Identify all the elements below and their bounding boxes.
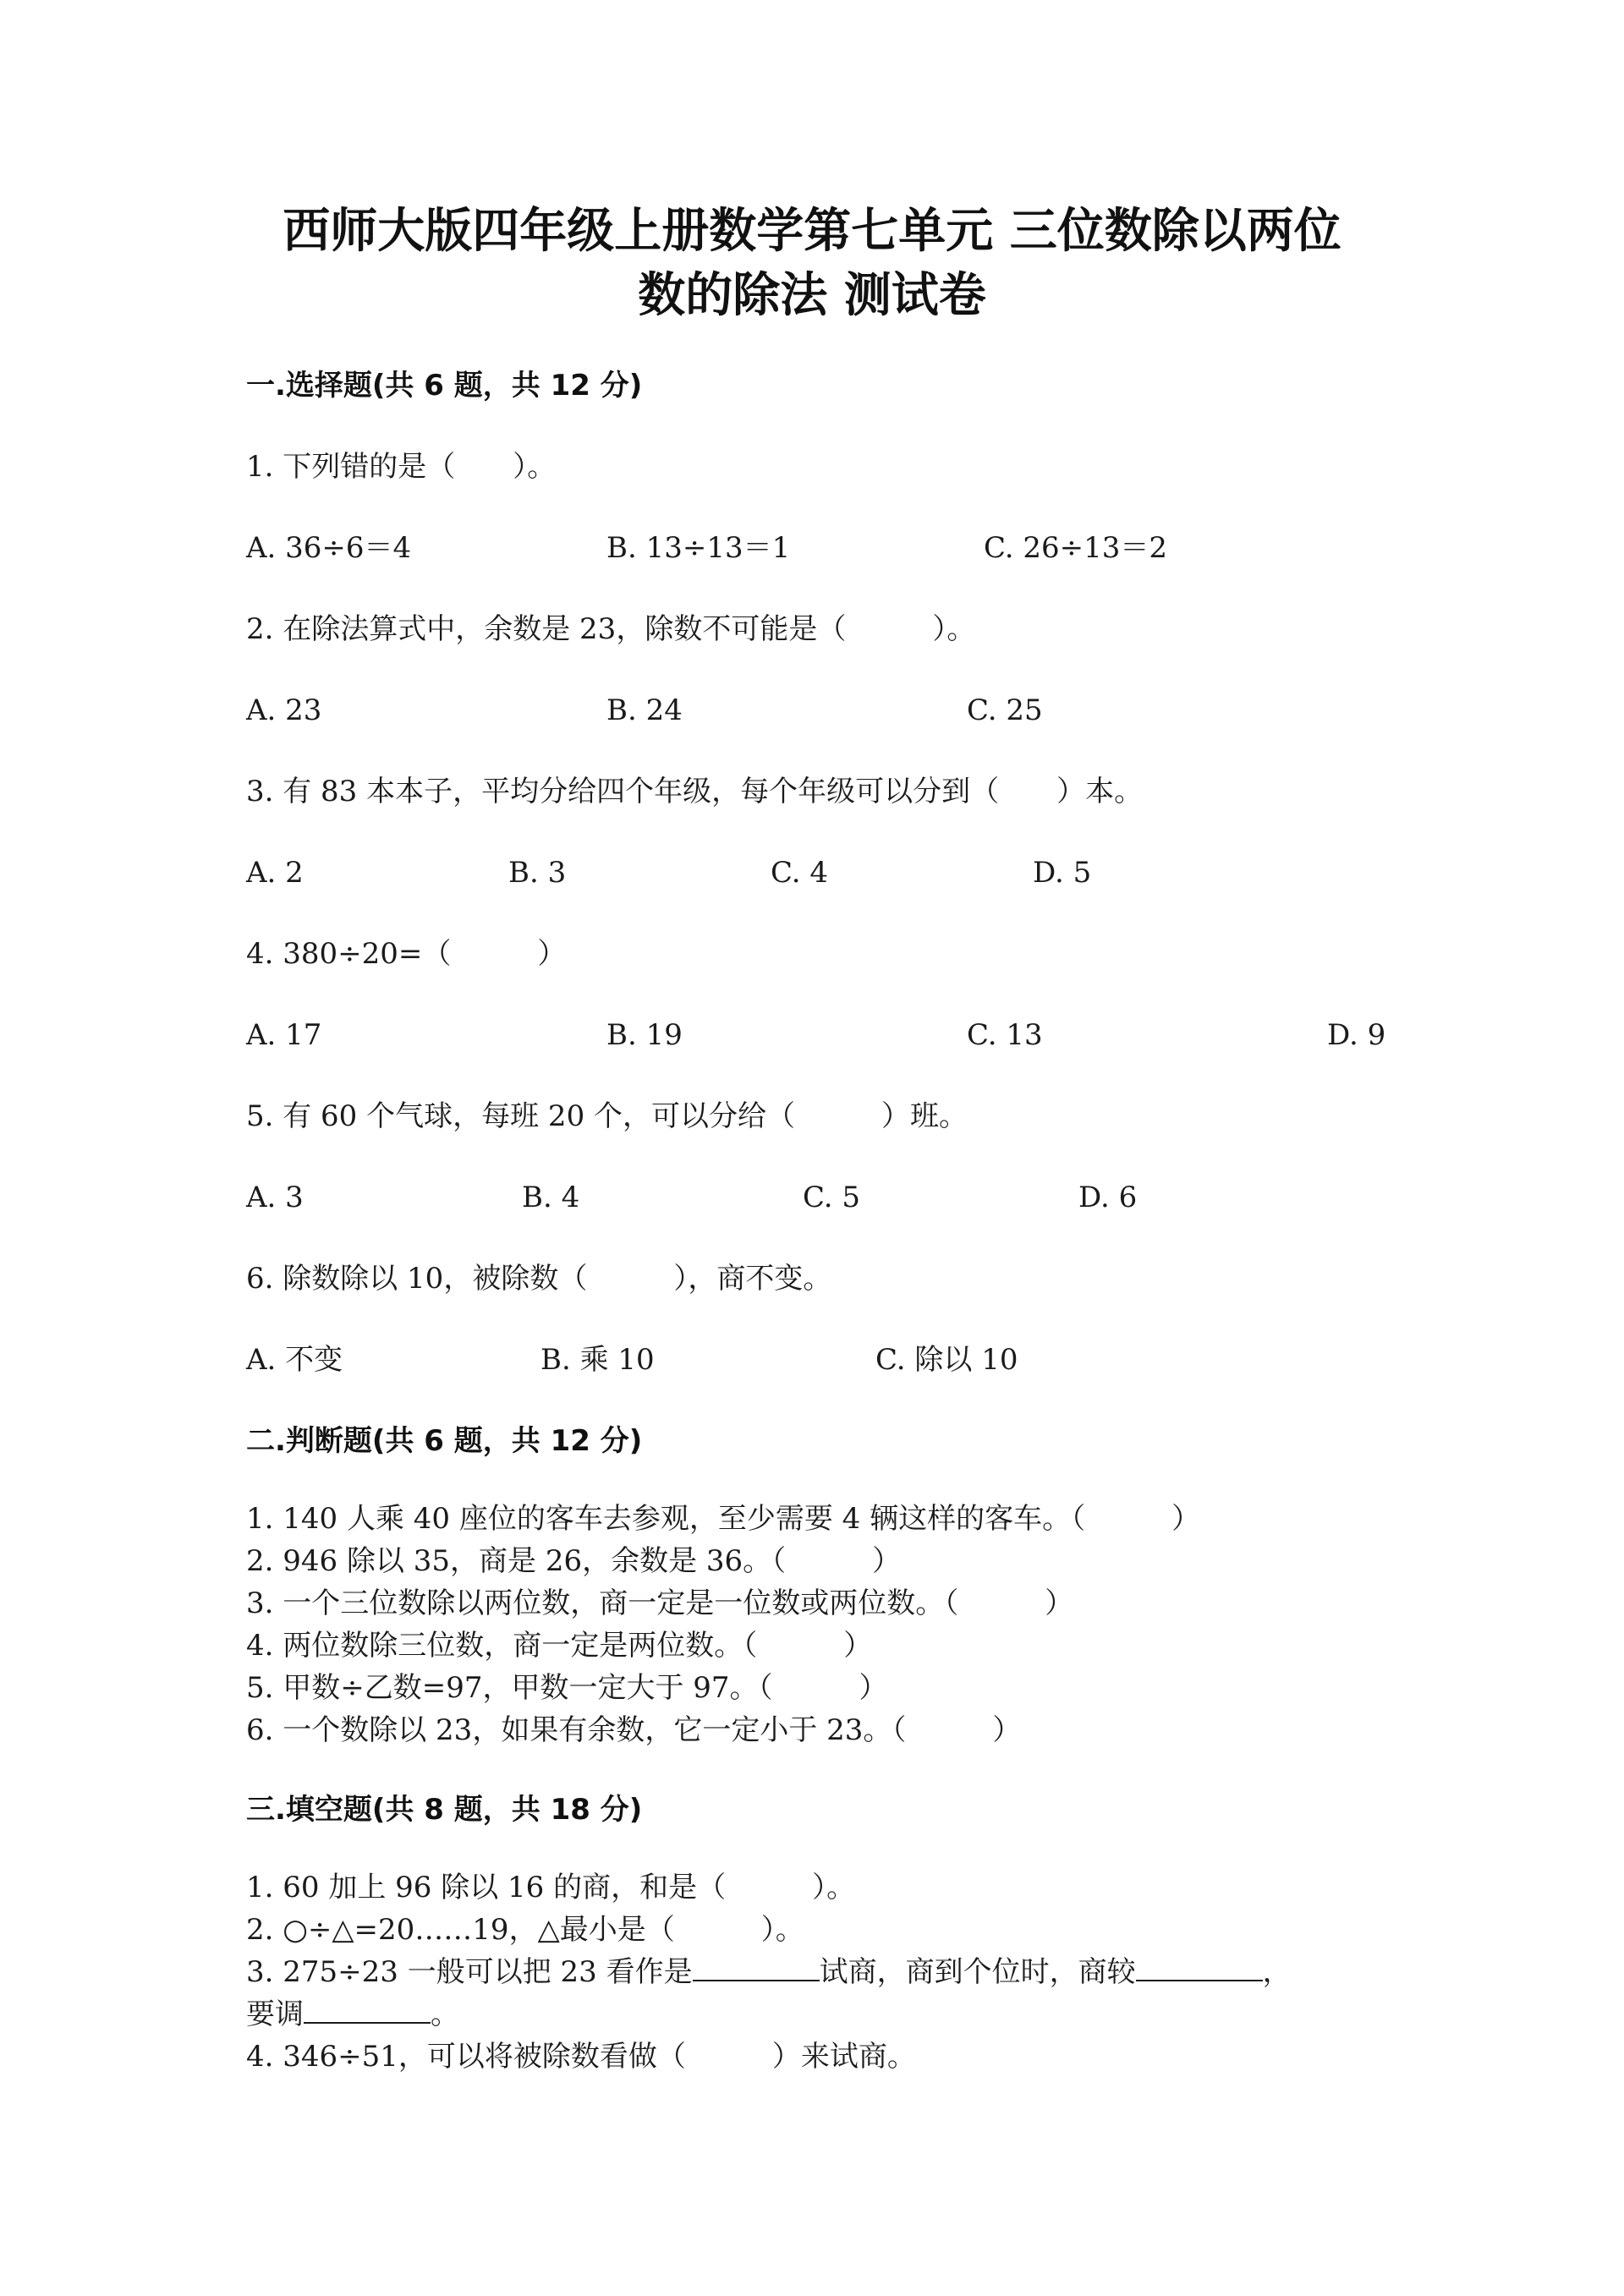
q4-option-d: D. 9 (1327, 1018, 1386, 1052)
question-1: 1. 下列错的是（ ）。 (246, 450, 557, 484)
fill-item-3-text-d: 要调 (246, 1997, 304, 2031)
answer-blank (1136, 1954, 1263, 1981)
answer-blank (304, 1997, 431, 2024)
q5-option-d: D. 6 (1078, 1181, 1138, 1214)
q2-option-a: A. 23 (246, 693, 322, 727)
fill-item-3-text-e: 。 (431, 1997, 459, 2031)
q5-option-a: A. 3 (246, 1181, 304, 1214)
page-title-line-1: 西师大版四年级上册数学第七单元 三位数除以两位 (283, 204, 1341, 259)
judgement-item-3: 3. 一个三位数除以两位数，商一定是一位数或两位数。（ ） (246, 1586, 1074, 1620)
section-heading-fill-in: 三.填空题(共 8 题，共 18 分) (246, 1793, 643, 1827)
q3-option-a: A. 2 (246, 856, 304, 890)
q4-option-a: A. 17 (246, 1018, 322, 1052)
section-heading-judgement: 二.判断题(共 6 题，共 12 分) (246, 1424, 643, 1458)
question-5: 5. 有 60 个气球，每班 20 个，可以分给（ ）班。 (246, 1099, 968, 1133)
judgement-item-1: 1. 140 人乘 40 座位的客车去参观，至少需要 4 辆这样的客车。（ ） (246, 1502, 1201, 1536)
fill-item-3-text-b: 试商，商到个位时，商较 (819, 1955, 1136, 1989)
fill-item-3-text-a: 3. 275÷23 一般可以把 23 看作是 (246, 1955, 693, 1989)
q1-option-c: C. 26÷13＝2 (984, 531, 1168, 565)
q6-option-c: C. 除以 10 (875, 1343, 1018, 1377)
q3-option-d: D. 5 (1033, 856, 1092, 890)
judgement-item-4: 4. 两位数除三位数，商一定是两位数。（ ） (246, 1629, 873, 1663)
q1-option-a: A. 36÷6＝4 (246, 531, 412, 565)
fill-item-1: 1. 60 加上 96 除以 16 的商，和是（ ）。 (246, 1871, 856, 1904)
fill-item-4: 4. 346÷51，可以将被除数看做（ ）来试商。 (246, 2040, 916, 2074)
question-3: 3. 有 83 本本子，平均分给四个年级，每个年级可以分到（ ）本。 (246, 775, 1144, 808)
q6-option-b: B. 乘 10 (540, 1343, 655, 1377)
judgement-item-5: 5. 甲数÷乙数=97，甲数一定大于 97。（ ） (246, 1671, 888, 1705)
q4-option-c: C. 13 (967, 1018, 1043, 1052)
q2-option-b: B. 24 (606, 693, 683, 727)
q1-option-b: B. 13÷13＝1 (606, 531, 791, 565)
q5-option-b: B. 4 (522, 1181, 580, 1214)
q5-option-c: C. 5 (803, 1181, 861, 1214)
fill-item-3-continued (246, 1996, 459, 2033)
question-2: 2. 在除法算式中，余数是 23，除数不可能是（ ）。 (246, 612, 976, 646)
q4-option-b: B. 19 (606, 1018, 683, 1052)
q6-option-a: A. 不变 (246, 1343, 343, 1377)
page-title-line-2: 数的除法 测试卷 (638, 268, 986, 323)
fill-item-2: 2. ○÷△=20……19，△最小是（ ）。 (246, 1913, 804, 1947)
q3-option-b: B. 3 (508, 856, 567, 890)
q2-option-c: C. 25 (967, 693, 1043, 727)
fill-item-3-text-c: ， (1262, 1955, 1292, 1989)
judgement-item-6: 6. 一个数除以 23，如果有余数，它一定小于 23。（ ） (246, 1713, 1022, 1747)
section-heading-choice: 一.选择题(共 6 题，共 12 分) (246, 369, 643, 403)
question-4: 4. 380÷20=（ ） (246, 937, 567, 971)
fill-item-3 (246, 1954, 1292, 1991)
judgement-item-2: 2. 946 除以 35，商是 26，余数是 36。（ ） (246, 1544, 902, 1578)
answer-blank (693, 1954, 820, 1981)
q3-option-c: C. 4 (771, 856, 829, 890)
question-6: 6. 除数除以 10，被除数（ ），商不变。 (246, 1262, 832, 1296)
